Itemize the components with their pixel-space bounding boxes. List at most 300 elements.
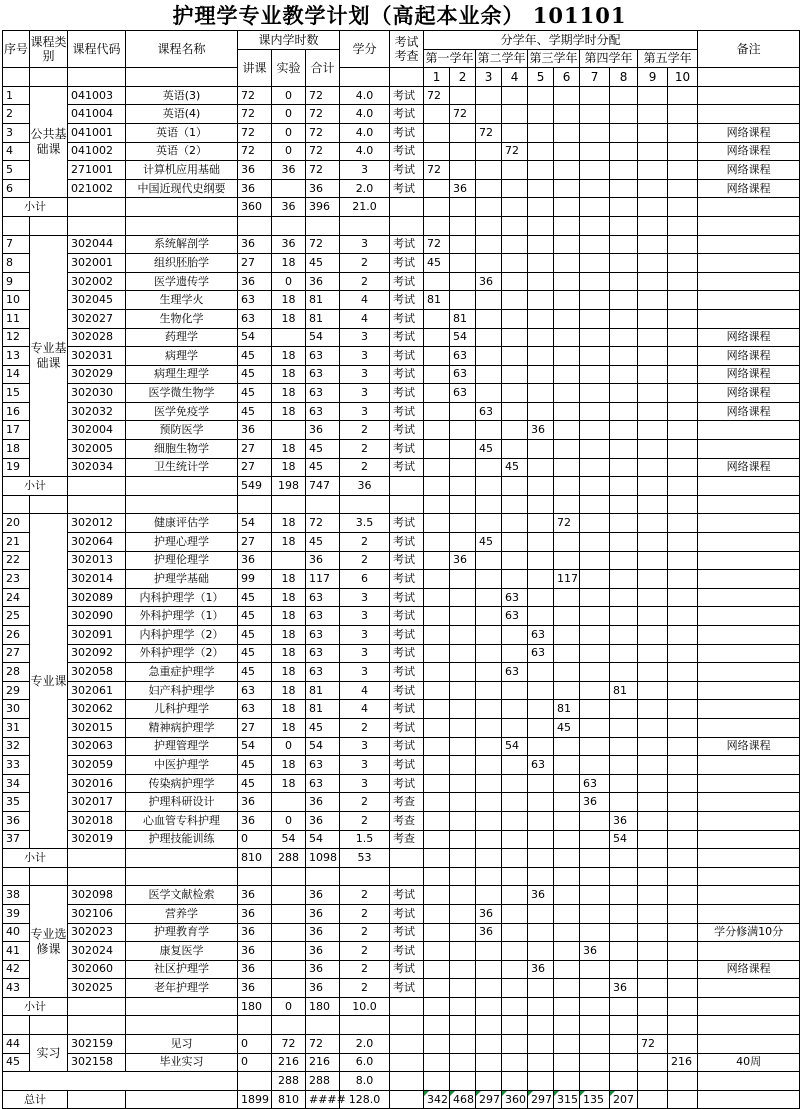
row-sem-10: [668, 533, 698, 552]
row-lecture: 54: [238, 328, 272, 347]
row-sem-8: [610, 718, 638, 737]
row-sem-7: [580, 588, 610, 607]
subtotal-label: 小计: [3, 477, 68, 496]
header-exam: 考试考查: [390, 31, 424, 68]
spacer-cell: [126, 867, 238, 886]
row-sem-9: [638, 588, 668, 607]
row-seq: 45: [3, 1053, 30, 1072]
row-total: 72: [306, 123, 340, 142]
row-sem-5: 36: [528, 421, 554, 440]
practice-summary-sem-1: [424, 1072, 450, 1091]
row-sem-1: [424, 570, 450, 589]
row-lab: 54: [272, 830, 306, 849]
row-sem-8: [610, 105, 638, 124]
row-sem-1: [424, 328, 450, 347]
row-sem-2: [450, 254, 476, 273]
row-category: 专业课: [30, 514, 68, 849]
row-sem-5: [528, 1035, 554, 1054]
row-sem-7: 36: [580, 793, 610, 812]
row-exam: 考试: [390, 272, 424, 291]
grand-total-label: 总计: [3, 1090, 68, 1109]
row-lecture: 27: [238, 254, 272, 273]
row-total: 36: [306, 179, 340, 198]
row-sem-2: 81: [450, 309, 476, 328]
row-sem-6: [554, 811, 580, 830]
row-code: 302062: [68, 700, 126, 719]
row-name: 生理学火: [126, 291, 238, 310]
row-note: [698, 272, 800, 291]
row-sem-6: [554, 123, 580, 142]
practice-summary-sem-5: [528, 1072, 554, 1091]
subtotal-sem-10: [668, 198, 698, 217]
row-sem-3: [476, 793, 502, 812]
row-sem-6: [554, 830, 580, 849]
row-sem-4: [502, 105, 528, 124]
row-sem-3: [476, 384, 502, 403]
header-dist: 分学年、学期学时分配: [424, 31, 698, 50]
row-note: 网络课程: [698, 142, 800, 161]
spacer-cell: [30, 216, 68, 235]
row-sem-2: [450, 533, 476, 552]
header-year2: 第二学年: [476, 49, 528, 68]
row-sem-8: [610, 458, 638, 477]
row-credit: 2.0: [340, 179, 390, 198]
row-name: 护理科研设计: [126, 793, 238, 812]
row-seq: 35: [3, 793, 30, 812]
row-exam: 考试: [390, 663, 424, 682]
subtotal-exam: [390, 198, 424, 217]
row-total: 63: [306, 774, 340, 793]
row-exam: 考试: [390, 161, 424, 180]
row-name: 护理伦理学: [126, 551, 238, 570]
row-sem-8: [610, 644, 638, 663]
row-sem-5: [528, 588, 554, 607]
row-seq: 25: [3, 607, 30, 626]
row-lab: 18: [272, 718, 306, 737]
row-sem-8: [610, 235, 638, 254]
header-lab: 实验: [272, 49, 306, 86]
row-exam: 考试: [390, 570, 424, 589]
row-exam: 考试: [390, 644, 424, 663]
row-total: 36: [306, 979, 340, 998]
row-name: 预防医学: [126, 421, 238, 440]
row-sem-6: [554, 421, 580, 440]
spacer-cell: [698, 867, 800, 886]
row-seq: 32: [3, 737, 30, 756]
header-semester-1: 1: [424, 68, 450, 87]
row-sem-2: [450, 942, 476, 961]
row-sem-10: [668, 179, 698, 198]
row-name: 护理教育学: [126, 923, 238, 942]
row-sem-7: [580, 756, 610, 775]
subtotal-lecture: 360: [238, 198, 272, 217]
row-seq: 15: [3, 384, 30, 403]
row-total: 63: [306, 347, 340, 366]
table-row: [3, 1035, 800, 1054]
row-sem-1: [424, 663, 450, 682]
row-sem-9: [638, 291, 668, 310]
subtotal-lecture: 810: [238, 849, 272, 868]
row-code: 302059: [68, 756, 126, 775]
row-sem-3: [476, 718, 502, 737]
row-code: 302158: [68, 1053, 126, 1072]
row-seq: 2: [3, 105, 30, 124]
row-sem-8: [610, 700, 638, 719]
row-sem-10: [668, 942, 698, 961]
row-sem-3: [476, 328, 502, 347]
row-sem-5: [528, 458, 554, 477]
row-sem-2: [450, 86, 476, 105]
row-sem-1: [424, 886, 450, 905]
row-lecture: 36: [238, 793, 272, 812]
row-sem-8: [610, 904, 638, 923]
spacer-cell: [580, 495, 610, 514]
subtotal-name: [126, 477, 238, 496]
spacer-cell: [390, 867, 424, 886]
row-sem-9: [638, 923, 668, 942]
row-sem-2: 36: [450, 179, 476, 198]
row-note: [698, 309, 800, 328]
row-note: [698, 979, 800, 998]
row-sem-5: [528, 105, 554, 124]
row-sem-4: [502, 365, 528, 384]
row-code: 302031: [68, 347, 126, 366]
row-sem-6: [554, 793, 580, 812]
row-code: 302044: [68, 235, 126, 254]
row-name: 英语(4): [126, 105, 238, 124]
row-sem-10: [668, 291, 698, 310]
row-code: 302030: [68, 384, 126, 403]
row-seq: 14: [3, 365, 30, 384]
row-sem-6: [554, 161, 580, 180]
row-lab: 18: [272, 402, 306, 421]
row-sem-9: [638, 737, 668, 756]
spacer-cell: [126, 216, 238, 235]
subtotal-name: [126, 849, 238, 868]
row-sem-2: [450, 1035, 476, 1054]
row-sem-10: [668, 811, 698, 830]
row-seq: 28: [3, 663, 30, 682]
row-exam: 考试: [390, 254, 424, 273]
row-sem-9: [638, 458, 668, 477]
row-lab: 0: [272, 737, 306, 756]
row-sem-7: [580, 626, 610, 645]
row-sem-6: [554, 142, 580, 161]
row-lab: 18: [272, 626, 306, 645]
subtotal-sem-6: [554, 198, 580, 217]
row-total: 117: [306, 570, 340, 589]
spacer-cell: [68, 216, 126, 235]
practice-summary-lab: 288: [272, 1072, 306, 1091]
spacer-cell: [502, 216, 528, 235]
table-row: [3, 756, 800, 775]
table-row: [3, 161, 800, 180]
row-total: 81: [306, 291, 340, 310]
row-name: 护理技能训练: [126, 830, 238, 849]
row-lecture: 45: [238, 607, 272, 626]
row-sem-5: [528, 793, 554, 812]
table-row: [3, 830, 800, 849]
row-sem-8: [610, 1035, 638, 1054]
row-sem-3: [476, 830, 502, 849]
row-credit: 2: [340, 904, 390, 923]
grand-total-row: [3, 1090, 800, 1109]
row-sem-10: [668, 328, 698, 347]
row-lecture: 54: [238, 514, 272, 533]
row-total: 54: [306, 830, 340, 849]
row-sem-9: [638, 402, 668, 421]
row-lab: 0: [272, 811, 306, 830]
row-sem-7: [580, 663, 610, 682]
spacer-cell: [340, 1016, 390, 1035]
row-lab: 18: [272, 384, 306, 403]
spacer-row: [3, 216, 800, 235]
row-sem-5: [528, 272, 554, 291]
row-lab: 18: [272, 440, 306, 459]
row-exam: 考试: [390, 328, 424, 347]
row-sem-3: [476, 86, 502, 105]
row-note: [698, 811, 800, 830]
row-sem-3: [476, 1035, 502, 1054]
row-sem-5: [528, 663, 554, 682]
subtotal-sem-4: [502, 477, 528, 496]
grand-total-code: [68, 1090, 126, 1109]
grand-total-credit: 128.0: [340, 1090, 390, 1109]
subtotal-sem-6: [554, 477, 580, 496]
row-seq: 37: [3, 830, 30, 849]
row-exam: 考试: [390, 179, 424, 198]
row-exam: 考试: [390, 551, 424, 570]
row-name: 计算机应用基础: [126, 161, 238, 180]
row-code: 302018: [68, 811, 126, 830]
subtotal-credit: 36: [340, 477, 390, 496]
spacer-cell: [272, 867, 306, 886]
row-lab: 18: [272, 700, 306, 719]
row-sem-6: [554, 458, 580, 477]
header-year1: 第一学年: [424, 49, 476, 68]
row-credit: 3: [340, 235, 390, 254]
spacer-cell: [30, 867, 68, 886]
grand-total-sem-8: 207: [610, 1090, 638, 1109]
subtotal-code: [68, 849, 126, 868]
row-sem-8: [610, 960, 638, 979]
spacer-cell: [126, 495, 238, 514]
row-sem-10: [668, 681, 698, 700]
table-body: [3, 31, 800, 1109]
row-sem-3: [476, 663, 502, 682]
row-sem-1: [424, 384, 450, 403]
row-credit: 3: [340, 588, 390, 607]
row-sem-2: [450, 718, 476, 737]
row-sem-5: [528, 979, 554, 998]
spacer-cell: [238, 867, 272, 886]
row-sem-10: 216: [668, 1053, 698, 1072]
row-note: 网络课程: [698, 328, 800, 347]
row-lecture: 36: [238, 179, 272, 198]
row-seq: 18: [3, 440, 30, 459]
row-sem-3: [476, 737, 502, 756]
row-sem-4: [502, 1053, 528, 1072]
row-credit: 2: [340, 960, 390, 979]
row-sem-8: [610, 123, 638, 142]
row-sem-1: [424, 793, 450, 812]
table-row: [3, 235, 800, 254]
row-lecture: 45: [238, 756, 272, 775]
row-sem-2: [450, 607, 476, 626]
row-sem-4: [502, 774, 528, 793]
row-name: 英语(3): [126, 86, 238, 105]
row-lecture: 27: [238, 440, 272, 459]
spacer-cell: [668, 495, 698, 514]
grand-total-sem-4: 360: [502, 1090, 528, 1109]
row-sem-5: [528, 533, 554, 552]
row-lab: 0: [272, 86, 306, 105]
row-credit: 3.5: [340, 514, 390, 533]
row-sem-9: [638, 142, 668, 161]
row-sem-7: [580, 402, 610, 421]
spacer-cell: [476, 216, 502, 235]
practice-summary-blank: [3, 1072, 238, 1091]
row-sem-8: [610, 161, 638, 180]
row-sem-6: 45: [554, 718, 580, 737]
spacer-cell: [638, 1016, 668, 1035]
header-semester-7: 7: [580, 68, 610, 87]
subtotal-note: [698, 849, 800, 868]
row-total: 72: [306, 514, 340, 533]
row-total: 63: [306, 644, 340, 663]
spacer-cell: [306, 867, 340, 886]
subtotal-total: 1098: [306, 849, 340, 868]
row-note: [698, 700, 800, 719]
row-sem-6: [554, 254, 580, 273]
row-sem-2: [450, 979, 476, 998]
spacer-cell: [476, 495, 502, 514]
row-credit: 2: [340, 440, 390, 459]
row-sem-6: [554, 328, 580, 347]
row-credit: 4.0: [340, 86, 390, 105]
row-sem-1: [424, 681, 450, 700]
row-sem-1: [424, 644, 450, 663]
row-sem-8: [610, 570, 638, 589]
row-sem-5: [528, 904, 554, 923]
row-sem-4: [502, 402, 528, 421]
row-sem-2: 36: [450, 551, 476, 570]
row-sem-1: [424, 588, 450, 607]
row-sem-8: [610, 272, 638, 291]
row-lab: 0: [272, 123, 306, 142]
row-sem-7: 63: [580, 774, 610, 793]
table-row: [3, 551, 800, 570]
spacer-cell: [554, 495, 580, 514]
row-sem-10: [668, 309, 698, 328]
row-name: 医学免疫学: [126, 402, 238, 421]
row-sem-1: [424, 607, 450, 626]
row-exam: 考试: [390, 718, 424, 737]
row-sem-9: [638, 254, 668, 273]
subtotal-sem-1: [424, 997, 450, 1016]
row-sem-10: [668, 161, 698, 180]
row-lab: [272, 942, 306, 961]
table-row: [3, 811, 800, 830]
row-lab: 18: [272, 588, 306, 607]
row-sem-1: [424, 179, 450, 198]
row-sem-3: [476, 644, 502, 663]
row-sem-10: [668, 402, 698, 421]
row-exam: 考试: [390, 681, 424, 700]
row-name: 精神病护理学: [126, 718, 238, 737]
row-credit: 1.5: [340, 830, 390, 849]
row-sem-2: [450, 1053, 476, 1072]
row-lab: 216: [272, 1053, 306, 1072]
row-sem-9: [638, 161, 668, 180]
spacer-cell: [698, 1016, 800, 1035]
table-row: [3, 514, 800, 533]
row-sem-1: [424, 402, 450, 421]
row-code: 302015: [68, 718, 126, 737]
row-sem-9: [638, 551, 668, 570]
row-sem-7: [580, 347, 610, 366]
subtotal-row: [3, 477, 800, 496]
spacer-cell: [580, 1016, 610, 1035]
subtotal-lab: 0: [272, 997, 306, 1016]
table-row: [3, 365, 800, 384]
row-lecture: 0: [238, 1035, 272, 1054]
row-sem-9: [638, 570, 668, 589]
row-lab: 36: [272, 235, 306, 254]
row-sem-4: [502, 681, 528, 700]
row-sem-5: [528, 402, 554, 421]
spacer-cell: [450, 495, 476, 514]
row-sem-9: [638, 514, 668, 533]
row-exam: 考试: [390, 402, 424, 421]
row-seq: 21: [3, 533, 30, 552]
row-lab: 18: [272, 458, 306, 477]
row-sem-6: [554, 607, 580, 626]
row-sem-9: [638, 1053, 668, 1072]
row-lab: [272, 179, 306, 198]
row-seq: 29: [3, 681, 30, 700]
spacer-cell: [390, 495, 424, 514]
table-row: [3, 960, 800, 979]
header-year4: 第四学年: [580, 49, 638, 68]
row-lecture: 63: [238, 681, 272, 700]
spacer-cell: [450, 867, 476, 886]
row-credit: 2: [340, 272, 390, 291]
subtotal-exam: [390, 477, 424, 496]
grand-total-sem-10: [668, 1090, 698, 1109]
row-sem-8: [610, 86, 638, 105]
table-row: [3, 979, 800, 998]
row-seq: 5: [3, 161, 30, 180]
row-sem-5: [528, 737, 554, 756]
row-name: 细胞生物学: [126, 440, 238, 459]
row-total: 54: [306, 328, 340, 347]
row-exam: 考试: [390, 365, 424, 384]
row-note: [698, 774, 800, 793]
row-lecture: 36: [238, 886, 272, 905]
subtotal-note: [698, 477, 800, 496]
row-sem-9: [638, 607, 668, 626]
row-sem-4: [502, 179, 528, 198]
row-sem-8: [610, 923, 638, 942]
row-sem-9: [638, 979, 668, 998]
row-seq: 4: [3, 142, 30, 161]
row-seq: 22: [3, 551, 30, 570]
row-credit: 3: [340, 756, 390, 775]
row-sem-8: [610, 347, 638, 366]
row-sem-7: [580, 365, 610, 384]
row-code: 302061: [68, 681, 126, 700]
